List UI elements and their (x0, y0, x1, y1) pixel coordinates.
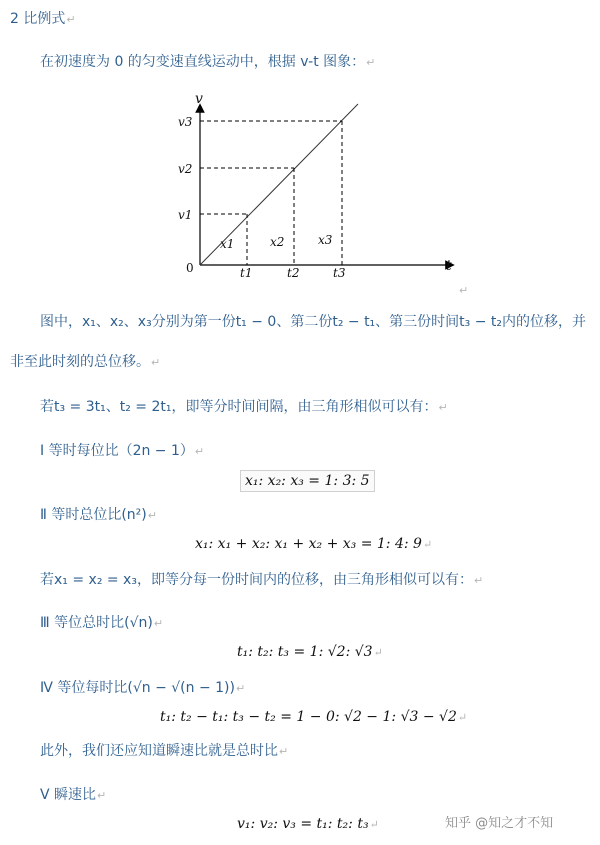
item-5-formula: v₁: v₂: v₃ = t₁: t₂: t₃↵ (237, 816, 379, 832)
item-3-title: Ⅲ 等位总时比(√n)↵ (40, 615, 164, 631)
item-3-formula: t₁: t₂: t₃ = 1: √2: √3↵ (237, 644, 383, 660)
return-mark: ↵ (459, 284, 469, 297)
watermark: 知乎 @知之才不知 (445, 816, 554, 831)
t2-label: t2 (287, 266, 300, 280)
graph-description-line1: 图中，x₁、x₂、x₃分别为第一份t₁ − 0、第二份t₂ − t₁、第三份时间t₃ − t₂内的位移，并 (40, 314, 586, 330)
t-axis-label: t (446, 258, 452, 274)
item-5-title: Ⅴ 瞬速比↵ (40, 787, 107, 803)
v1-label: v1 (178, 208, 193, 222)
origin-label: 0 (186, 261, 194, 275)
x2-label: x2 (270, 235, 285, 249)
also-note: 此外，我们还应知道瞬速比就是总时比↵ (40, 743, 289, 759)
intro-paragraph: 在初速度为 0 的匀变速直线运动中，根据 v-t 图象：↵ (40, 54, 376, 70)
condition-equal-time: 若t₃ = 3t₁、t₂ = 2t₁，即等分时间间隔，由三角形相似可以有：↵ (40, 399, 448, 415)
t3-label: t3 (333, 266, 346, 280)
v-t-graph (170, 88, 470, 298)
item-1-formula: x₁: x₂: x₃ = 1: 3: 5 (240, 470, 375, 492)
section-heading: 2 比例式↵ (10, 11, 76, 27)
v2-label: v2 (178, 162, 193, 176)
x1-label: x1 (220, 237, 235, 251)
item-1-title: Ⅰ 等时每位比（2n − 1）↵ (40, 443, 205, 459)
t1-label: t1 (240, 266, 253, 280)
v-axis-label: v (195, 91, 203, 107)
item-2-formula: x₁: x₁ + x₂: x₁ + x₂ + x₃ = 1: 4: 9↵ (195, 536, 433, 552)
v3-label: v3 (178, 115, 193, 129)
graph-description-line2: 非至此时刻的总位移。↵ (10, 354, 161, 370)
x3-label: x3 (318, 233, 333, 247)
condition-equal-displacement: 若x₁ = x₂ = x₃，即等分每一份时间内的位移，由三角形相似可以有：↵ (40, 572, 484, 588)
item-2-title: Ⅱ 等时总位比(n²)↵ (40, 507, 157, 523)
item-4-formula: t₁: t₂ − t₁: t₃ − t₂ = 1 − 0: √2 − 1: √3 − √2↵ (160, 709, 468, 725)
item-4-title: Ⅳ 等位每时比(√n − √(n − 1))↵ (40, 680, 246, 696)
